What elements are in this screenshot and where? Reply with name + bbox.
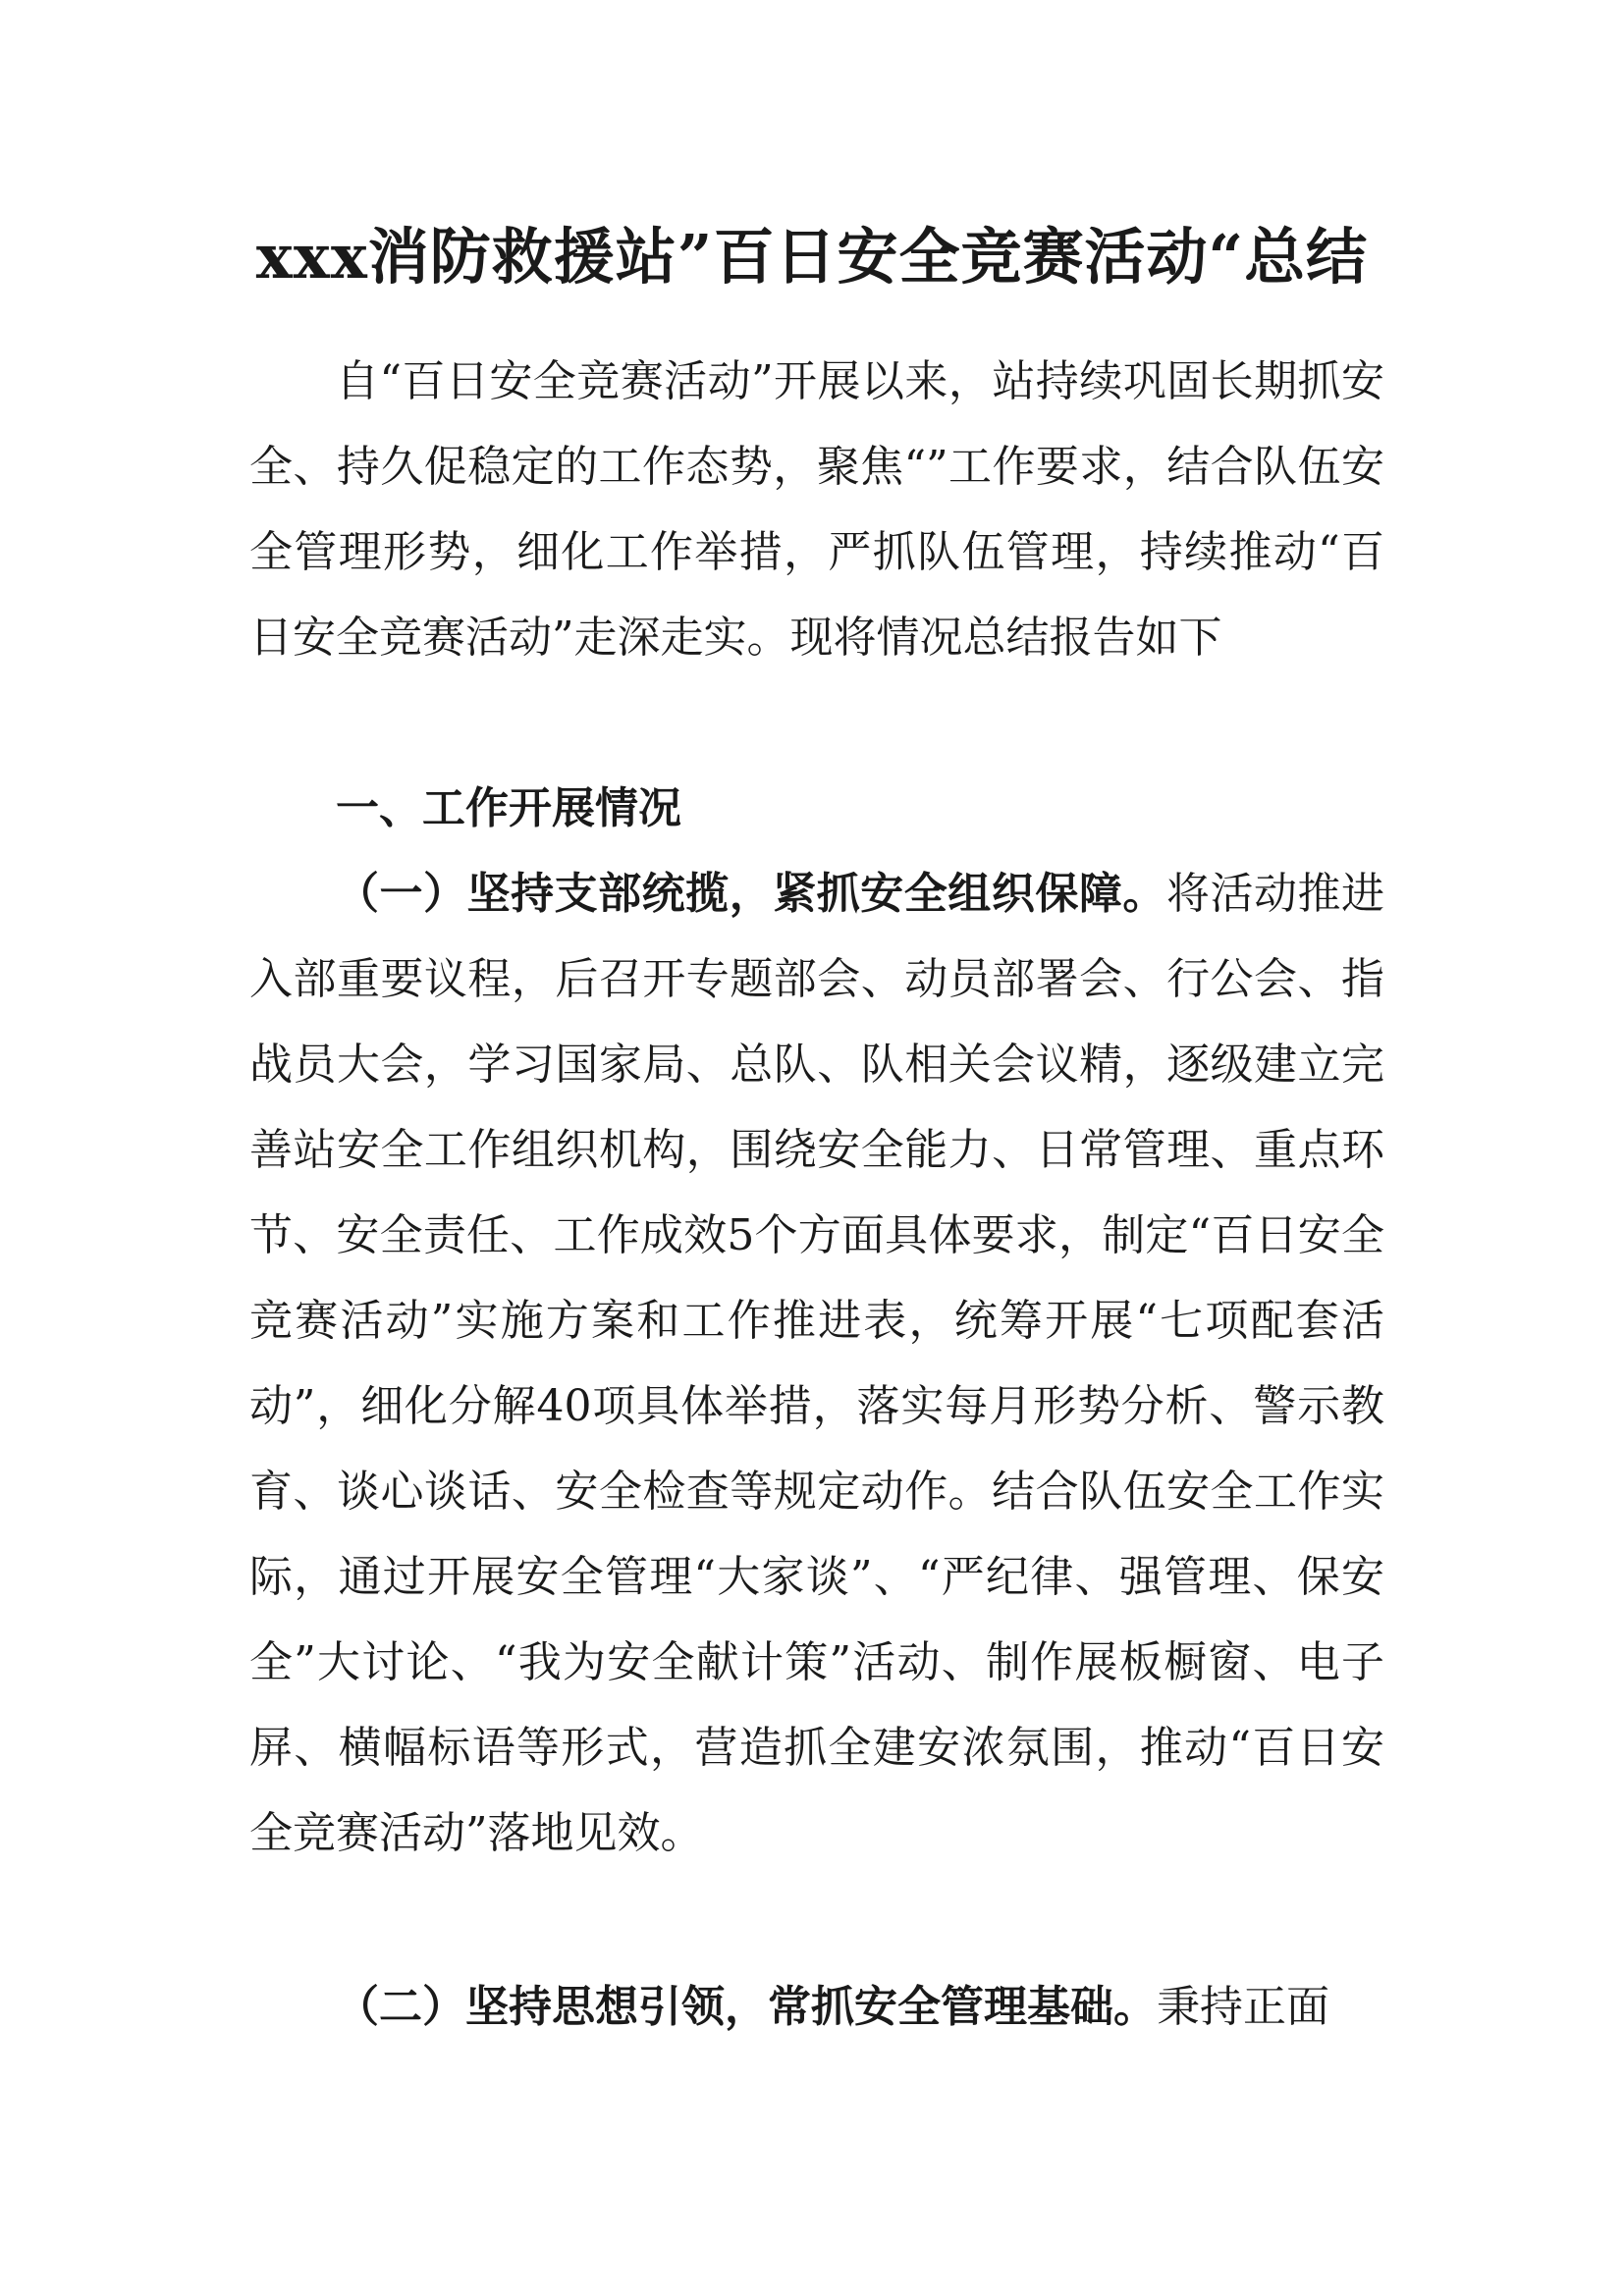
subsection-2-heading: （二）坚持思想引领，常抓安全管理基础。 — [336, 1982, 1157, 2032]
subsection-1-block — [249, 851, 1384, 1876]
subsection-2-body: 秉持正面 — [1157, 1982, 1329, 2032]
subsection-1-heading: （一）坚持支部统揽，紧抓安全组织保障。 — [336, 869, 1166, 919]
subsection-2-paragraph — [249, 1964, 1384, 2050]
subsection-1-body: 将活动推进入部重要议程，后召开专题部会、动员部署会、行公会、指战员大会，学习国家局、总队、队相关会议精，逐级建立完善站安全工作组织机构，围绕安全能力、日常管理、重点环节、安全责任、工作成效5个方面具体要求，制定“百日安全竞赛活动”实施方案和工作推进表，统筹开展“七项配套活动”，细化分解40项具体举措，落实每月形势分析、警示教育、谈心谈话、安全检查等规定动作。结合队伍安全工作实际，通过开展安全管理“大家谈”、“严纪律、强管理、保安全”大讨论、“我为安全献计策”活动、制作展板橱窗、电子屏、横幅标语等形式，营造抓全建安浓氛围，推动“百日安全竞赛活动”落地见效。 — [249, 869, 1385, 1858]
subsection-2-block — [249, 1964, 1384, 2050]
intro-block — [249, 339, 1384, 680]
section-heading-1: 一、工作开展情况 — [336, 783, 681, 833]
document-title: xxx消防救援站”百日安全竞赛活动“总结 — [255, 221, 1369, 293]
subsection-1-paragraph — [249, 851, 1384, 1876]
intro-paragraph: 自“百日安全竞赛活动”开展以来，站持续巩固长期抓安全、持久促稳定的工作态势，聚焦“”工作要求，结合队伍安全管理形势，细化工作举措，严抓队伍管理，持续推动“百日安全竞赛活动”走深走实。现将情况总结报告如下 — [249, 356, 1384, 663]
